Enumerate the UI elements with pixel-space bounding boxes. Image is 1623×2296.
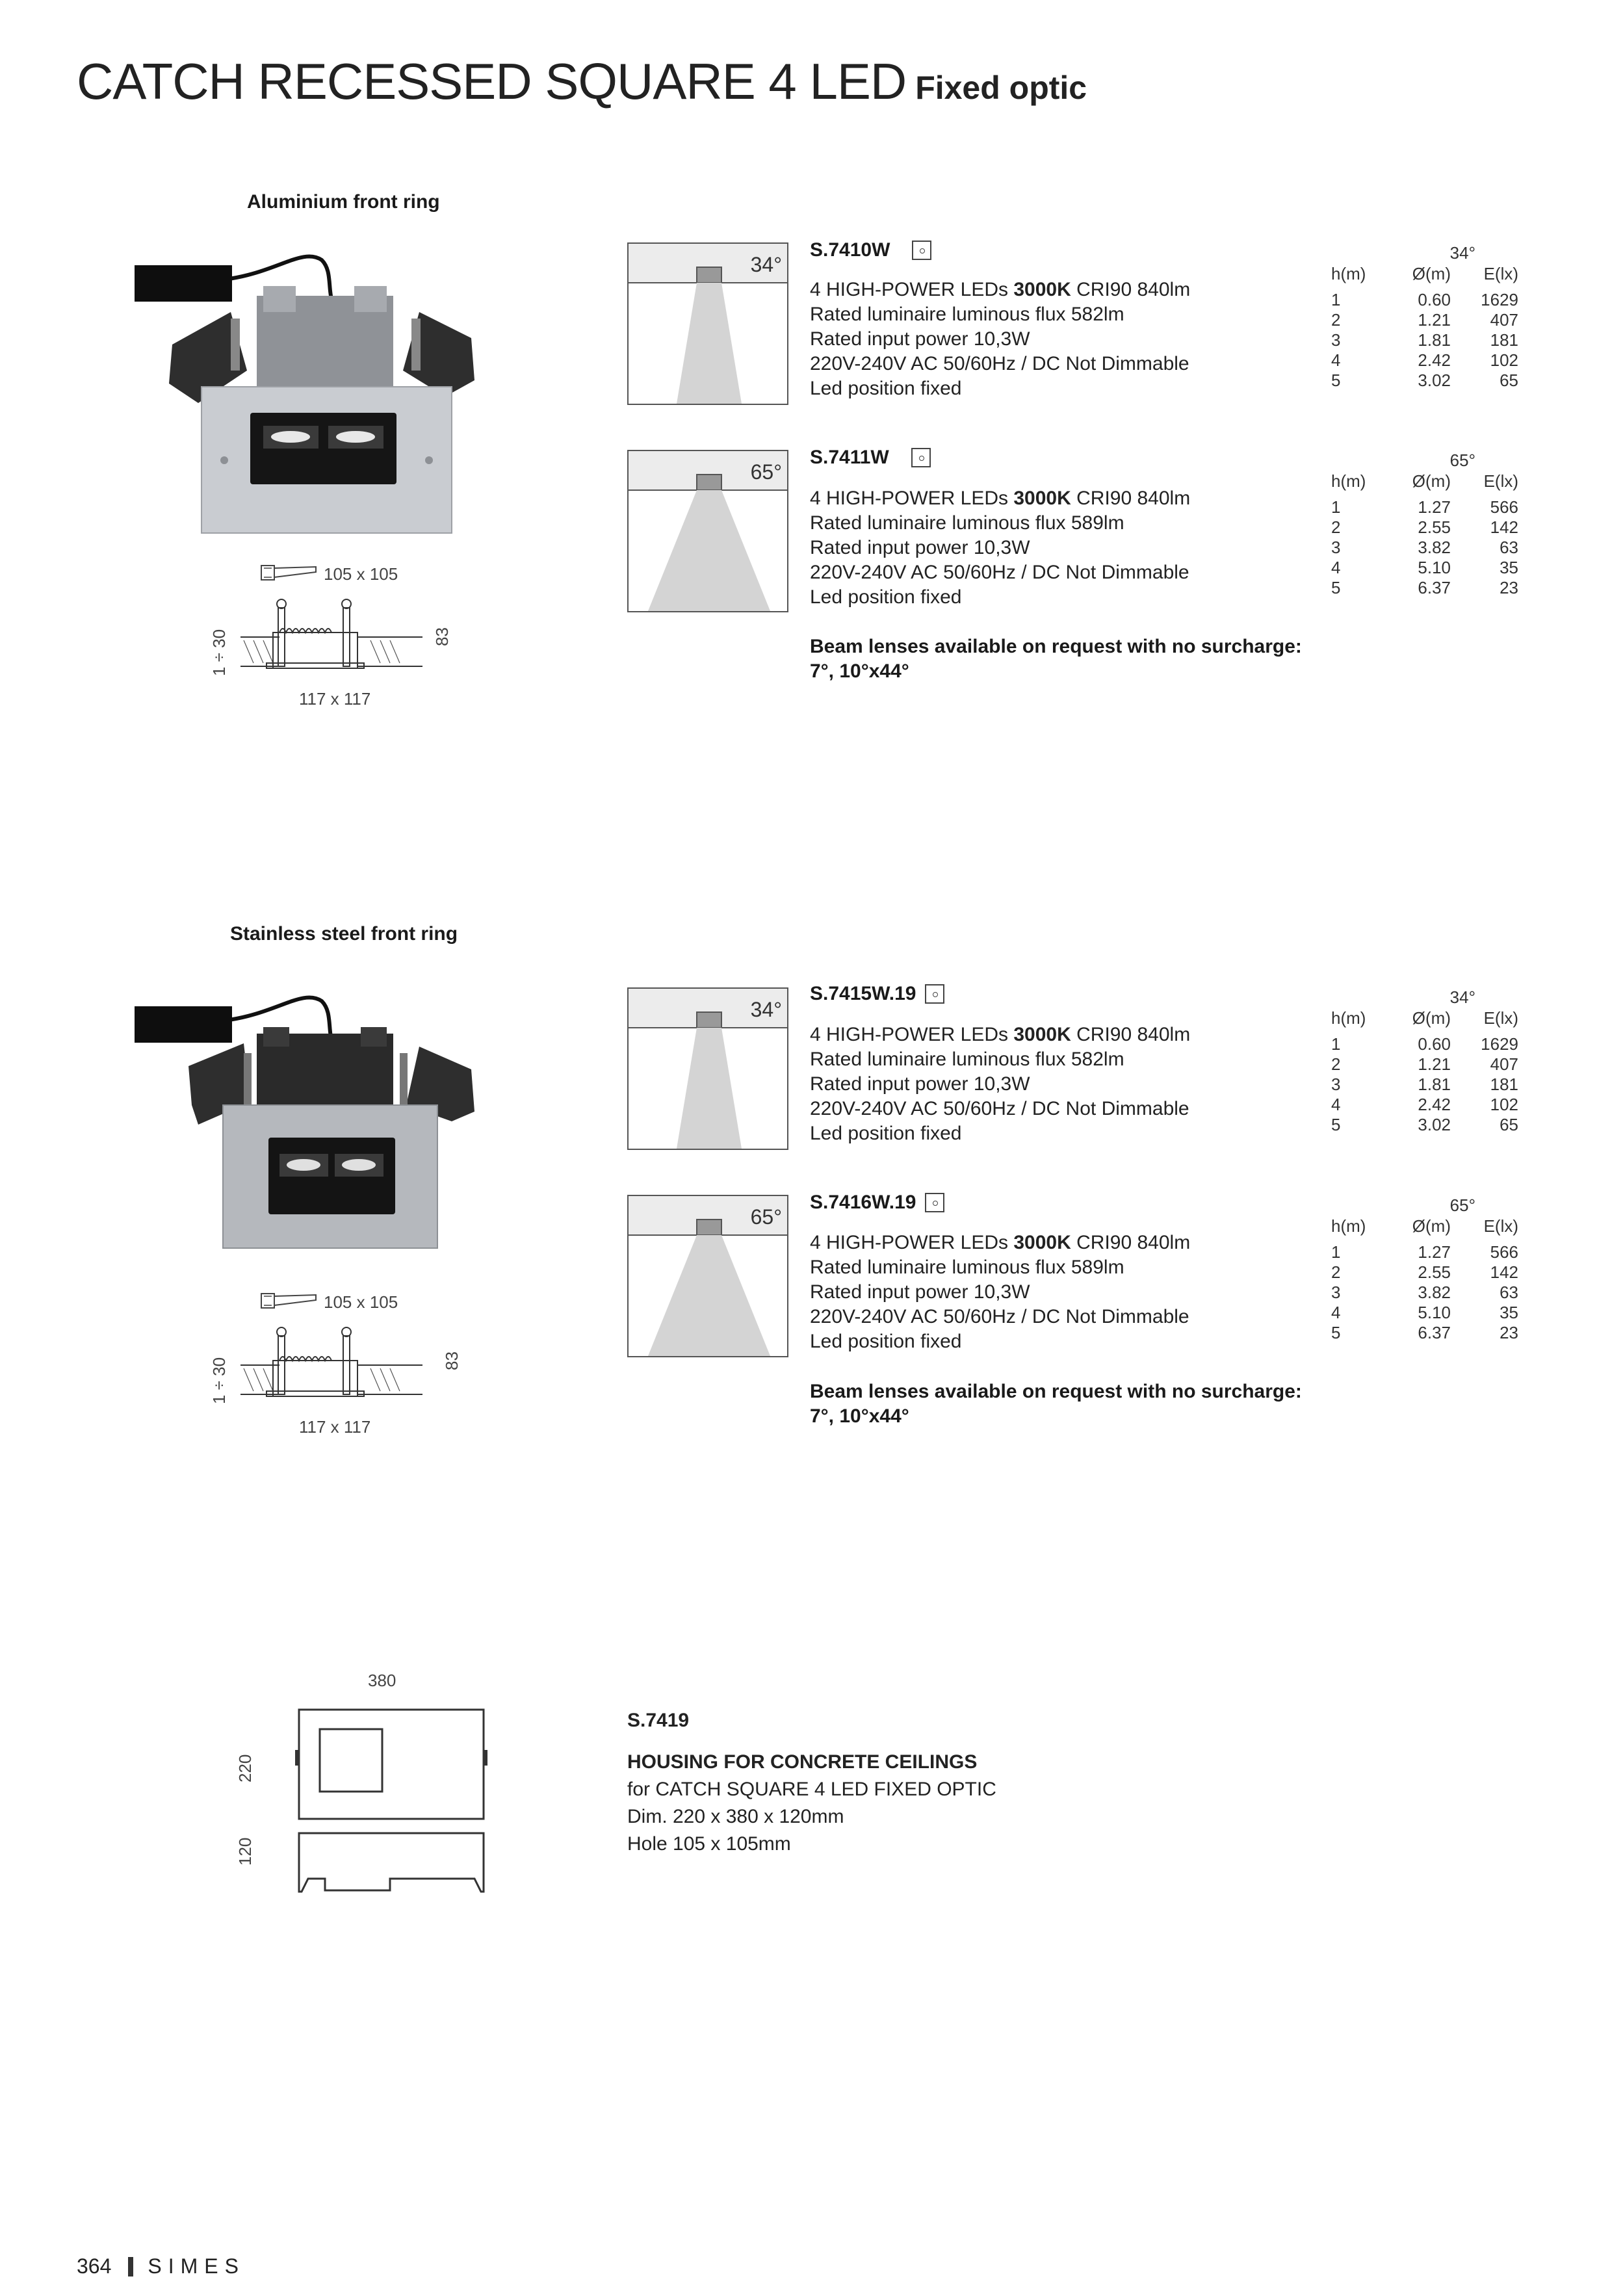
ceiling-thickness-label: 1 ÷ 30 (209, 629, 229, 676)
cell: 3 (1331, 1283, 1341, 1302)
table-row (1331, 1034, 1518, 1054)
cell: 1629 (1481, 290, 1518, 309)
product-specs (810, 486, 1190, 610)
table-row (1331, 350, 1518, 371)
spec-text: CRI90 840lm (1071, 488, 1191, 509)
product-specs (810, 1231, 1190, 1354)
height-label: 83 (432, 627, 452, 646)
cell: 1.21 (1418, 1054, 1451, 1074)
spec-power: Rated input power 10,3W (810, 537, 1030, 558)
table-row (1331, 538, 1518, 558)
saw-icon (260, 563, 312, 580)
brand-name: SIMES (148, 2254, 245, 2278)
protection-class-icon (925, 984, 944, 1004)
cell: 4 (1331, 350, 1341, 370)
table-row (1331, 310, 1518, 330)
product-code (810, 1192, 944, 1214)
cell: 3 (1331, 538, 1341, 557)
cell: 1.27 (1418, 1242, 1451, 1262)
housing-drawing (292, 1703, 494, 1905)
col-diameter: Ø(m) (1412, 264, 1451, 283)
table-header (1331, 471, 1518, 497)
cell: 1.81 (1418, 330, 1451, 350)
beam-lens-note (810, 1379, 1302, 1429)
cell: 3.82 (1418, 538, 1451, 557)
cell: 102 (1490, 1095, 1518, 1114)
beam-angle: 34° (750, 998, 782, 1021)
page-title (77, 52, 1087, 111)
product-code-text: S.7410W (810, 239, 890, 261)
table-row (1331, 1095, 1518, 1115)
note-line: Beam lenses available on request with no surcharge: (810, 636, 1302, 657)
cell: 1 (1331, 1034, 1341, 1054)
table-row (1331, 497, 1518, 517)
cell: 2 (1331, 310, 1341, 330)
outer-dimension: 117 x 117 (299, 1417, 371, 1437)
cutout-dimension: 105 x 105 (324, 1292, 398, 1312)
protection-class-icon (911, 448, 931, 467)
housing-line: Hole 105 x 105mm (627, 1833, 791, 1855)
spec-cct: 3000K (1013, 279, 1071, 300)
cell: 1 (1331, 497, 1341, 517)
cell: 142 (1490, 517, 1518, 537)
col-h: h(m) (1331, 471, 1366, 491)
table-row (1331, 1075, 1518, 1095)
protection-class-icon (912, 241, 931, 260)
table-row (1331, 558, 1518, 578)
housing-heading: HOUSING FOR CONCRETE CEILINGS (627, 1751, 978, 1773)
cell: 566 (1490, 497, 1518, 517)
cell: 1.81 (1418, 1075, 1451, 1094)
cell: 0.60 (1418, 290, 1451, 309)
table-row (1331, 290, 1518, 310)
spec-voltage: 220V-240V AC 50/60Hz / DC Not Dimmable (810, 353, 1189, 374)
cell: 63 (1500, 538, 1518, 557)
table-row (1331, 517, 1518, 538)
cell: 1629 (1481, 1034, 1518, 1054)
cell: 23 (1500, 1323, 1518, 1342)
cell: 5.10 (1418, 558, 1451, 577)
housing-line: Dim. 220 x 380 x 120mm (627, 1806, 844, 1827)
table-angle: 34° (1449, 987, 1475, 1007)
beam-diagram (627, 987, 788, 1150)
spec-position: Led position fixed (810, 586, 962, 608)
cell: 35 (1500, 1303, 1518, 1322)
note-line: 7°, 10°x44° (810, 660, 909, 682)
cell: 3.02 (1418, 1115, 1451, 1134)
col-h: h(m) (1331, 264, 1366, 283)
spec-led-line (810, 1023, 1190, 1047)
cell: 142 (1490, 1262, 1518, 1282)
housing-line: for CATCH SQUARE 4 LED FIXED OPTIC (627, 1779, 996, 1800)
col-lux: E(lx) (1483, 1008, 1518, 1028)
cell: 63 (1500, 1283, 1518, 1302)
spec-text: CRI90 840lm (1071, 279, 1191, 300)
table-header (1331, 1216, 1518, 1242)
table-row (1331, 1115, 1518, 1135)
spec-position: Led position fixed (810, 1123, 962, 1144)
col-diameter: Ø(m) (1412, 471, 1451, 491)
product-photo (133, 982, 510, 1261)
photometric-table (1331, 1195, 1518, 1343)
cell: 5 (1331, 578, 1341, 597)
cell: 4 (1331, 558, 1341, 577)
spec-voltage: 220V-240V AC 50/60Hz / DC Not Dimmable (810, 562, 1189, 583)
ceiling-thickness-label: 1 ÷ 30 (209, 1357, 229, 1404)
product-specs (810, 278, 1190, 401)
col-lux: E(lx) (1483, 264, 1518, 283)
cell: 0.60 (1418, 1034, 1451, 1054)
cell: 3 (1331, 1075, 1341, 1094)
cell: 23 (1500, 578, 1518, 597)
cell: 181 (1490, 330, 1518, 350)
cutout-dimension: 105 x 105 (324, 564, 398, 584)
cell: 4 (1331, 1095, 1341, 1114)
table-row (1331, 1054, 1518, 1075)
cell: 2.55 (1418, 517, 1451, 537)
beam-angle: 65° (750, 1205, 782, 1229)
spec-position: Led position fixed (810, 1331, 962, 1352)
spec-cct: 3000K (1013, 1232, 1071, 1253)
spec-led-line (810, 1231, 1190, 1255)
spec-position: Led position fixed (810, 378, 962, 399)
cell: 407 (1490, 310, 1518, 330)
cell: 2 (1331, 517, 1341, 537)
spec-flux: Rated luminaire luminous flux 582lm (810, 304, 1124, 325)
section-label: Aluminium front ring (247, 191, 440, 213)
cell: 3.02 (1418, 371, 1451, 390)
col-lux: E(lx) (1483, 1216, 1518, 1236)
col-lux: E(lx) (1483, 471, 1518, 491)
table-row (1331, 1242, 1518, 1262)
light-beam (677, 1028, 742, 1149)
cell: 2 (1331, 1054, 1341, 1074)
title-subtitle: Fixed optic (915, 70, 1087, 106)
spec-flux: Rated luminaire luminous flux 582lm (810, 1049, 1124, 1070)
cell: 2.55 (1418, 1262, 1451, 1282)
table-row (1331, 1283, 1518, 1303)
photometric-table (1331, 243, 1518, 391)
product-code-text: S.7415W.19 (810, 983, 916, 1004)
cell: 5 (1331, 1323, 1341, 1342)
product-photo (133, 241, 510, 546)
spec-power: Rated input power 10,3W (810, 328, 1030, 350)
cell: 65 (1500, 371, 1518, 390)
spec-text: 4 HIGH-POWER LEDs (810, 279, 1014, 300)
light-beam (648, 490, 770, 611)
spec-led-line (810, 278, 1190, 302)
table-header (1331, 264, 1518, 290)
photometric-table (1331, 450, 1518, 598)
housing-depth-label: 220 (235, 1754, 255, 1782)
table-row (1331, 1262, 1518, 1283)
saw-icon (260, 1291, 312, 1308)
col-h: h(m) (1331, 1216, 1366, 1236)
product-code (810, 447, 931, 469)
cell: 5.10 (1418, 1303, 1451, 1322)
beam-diagram (627, 1195, 788, 1357)
spec-power: Rated input power 10,3W (810, 1281, 1030, 1303)
protection-class-icon (925, 1193, 944, 1212)
note-line: 7°, 10°x44° (810, 1405, 909, 1427)
cell: 1.21 (1418, 310, 1451, 330)
cell: 1 (1331, 1242, 1341, 1262)
table-row (1331, 330, 1518, 350)
col-h: h(m) (1331, 1008, 1366, 1028)
beam-angle: 34° (750, 253, 782, 276)
height-label: 83 (442, 1351, 461, 1370)
table-angle: 65° (1449, 450, 1475, 470)
light-beam (677, 283, 742, 404)
page-number: 364 (77, 2254, 112, 2278)
cell: 65 (1500, 1115, 1518, 1134)
housing-info (627, 1707, 996, 1858)
product-code (810, 239, 931, 261)
cell: 5 (1331, 1115, 1341, 1134)
cell: 181 (1490, 1075, 1518, 1094)
spec-voltage: 220V-240V AC 50/60Hz / DC Not Dimmable (810, 1098, 1189, 1119)
spec-cct: 3000K (1013, 1024, 1071, 1045)
section-drawing (240, 1323, 422, 1407)
cell: 5 (1331, 371, 1341, 390)
section-label: Stainless steel front ring (230, 923, 458, 945)
spec-text: CRI90 840lm (1071, 1232, 1191, 1253)
spec-led-line (810, 486, 1190, 511)
spec-text: 4 HIGH-POWER LEDs (810, 488, 1014, 509)
spec-flux: Rated luminaire luminous flux 589lm (810, 1257, 1124, 1278)
table-row (1331, 1303, 1518, 1323)
col-diameter: Ø(m) (1412, 1216, 1451, 1236)
light-beam (648, 1235, 770, 1356)
table-header (1331, 1008, 1518, 1034)
product-code-text: S.7411W (810, 447, 889, 468)
spec-flux: Rated luminaire luminous flux 589lm (810, 512, 1124, 534)
title-main: CATCH RECESSED SQUARE 4 LED (77, 53, 907, 110)
cell: 6.37 (1418, 1323, 1451, 1342)
table-angle: 65° (1449, 1195, 1475, 1215)
note-line: Beam lenses available on request with no surcharge: (810, 1381, 1302, 1402)
cell: 6.37 (1418, 578, 1451, 597)
spec-text: 4 HIGH-POWER LEDs (810, 1232, 1014, 1253)
cell: 3.82 (1418, 1283, 1451, 1302)
housing-code: S.7419 (627, 1710, 690, 1731)
table-angle: 34° (1449, 243, 1475, 263)
divider (128, 2257, 133, 2276)
cell: 2.42 (1418, 350, 1451, 370)
spec-voltage: 220V-240V AC 50/60Hz / DC Not Dimmable (810, 1306, 1189, 1327)
spec-text: 4 HIGH-POWER LEDs (810, 1024, 1014, 1045)
cell: 35 (1500, 558, 1518, 577)
beam-lens-note (810, 634, 1302, 684)
outer-dimension: 117 x 117 (299, 689, 371, 709)
spec-power: Rated input power 10,3W (810, 1073, 1030, 1095)
beam-diagram (627, 450, 788, 612)
cell: 4 (1331, 1303, 1341, 1322)
cell: 407 (1490, 1054, 1518, 1074)
spec-cct: 3000K (1013, 488, 1071, 509)
page-footer (77, 2254, 245, 2278)
cell: 2 (1331, 1262, 1341, 1282)
cell: 2.42 (1418, 1095, 1451, 1114)
section-drawing (240, 595, 422, 679)
product-code-text: S.7416W.19 (810, 1192, 916, 1213)
beam-diagram (627, 242, 788, 405)
table-row (1331, 371, 1518, 391)
table-row (1331, 578, 1518, 598)
cell: 102 (1490, 350, 1518, 370)
product-code (810, 983, 944, 1005)
spec-text: CRI90 840lm (1071, 1024, 1191, 1045)
cell: 1 (1331, 290, 1341, 309)
cell: 1.27 (1418, 497, 1451, 517)
cell: 566 (1490, 1242, 1518, 1262)
cell: 3 (1331, 330, 1341, 350)
beam-angle: 65° (750, 460, 782, 484)
housing-width-label: 380 (368, 1671, 396, 1690)
photometric-table (1331, 987, 1518, 1135)
col-diameter: Ø(m) (1412, 1008, 1451, 1028)
table-row (1331, 1323, 1518, 1343)
housing-height-label: 120 (235, 1837, 255, 1866)
product-specs (810, 1023, 1190, 1146)
